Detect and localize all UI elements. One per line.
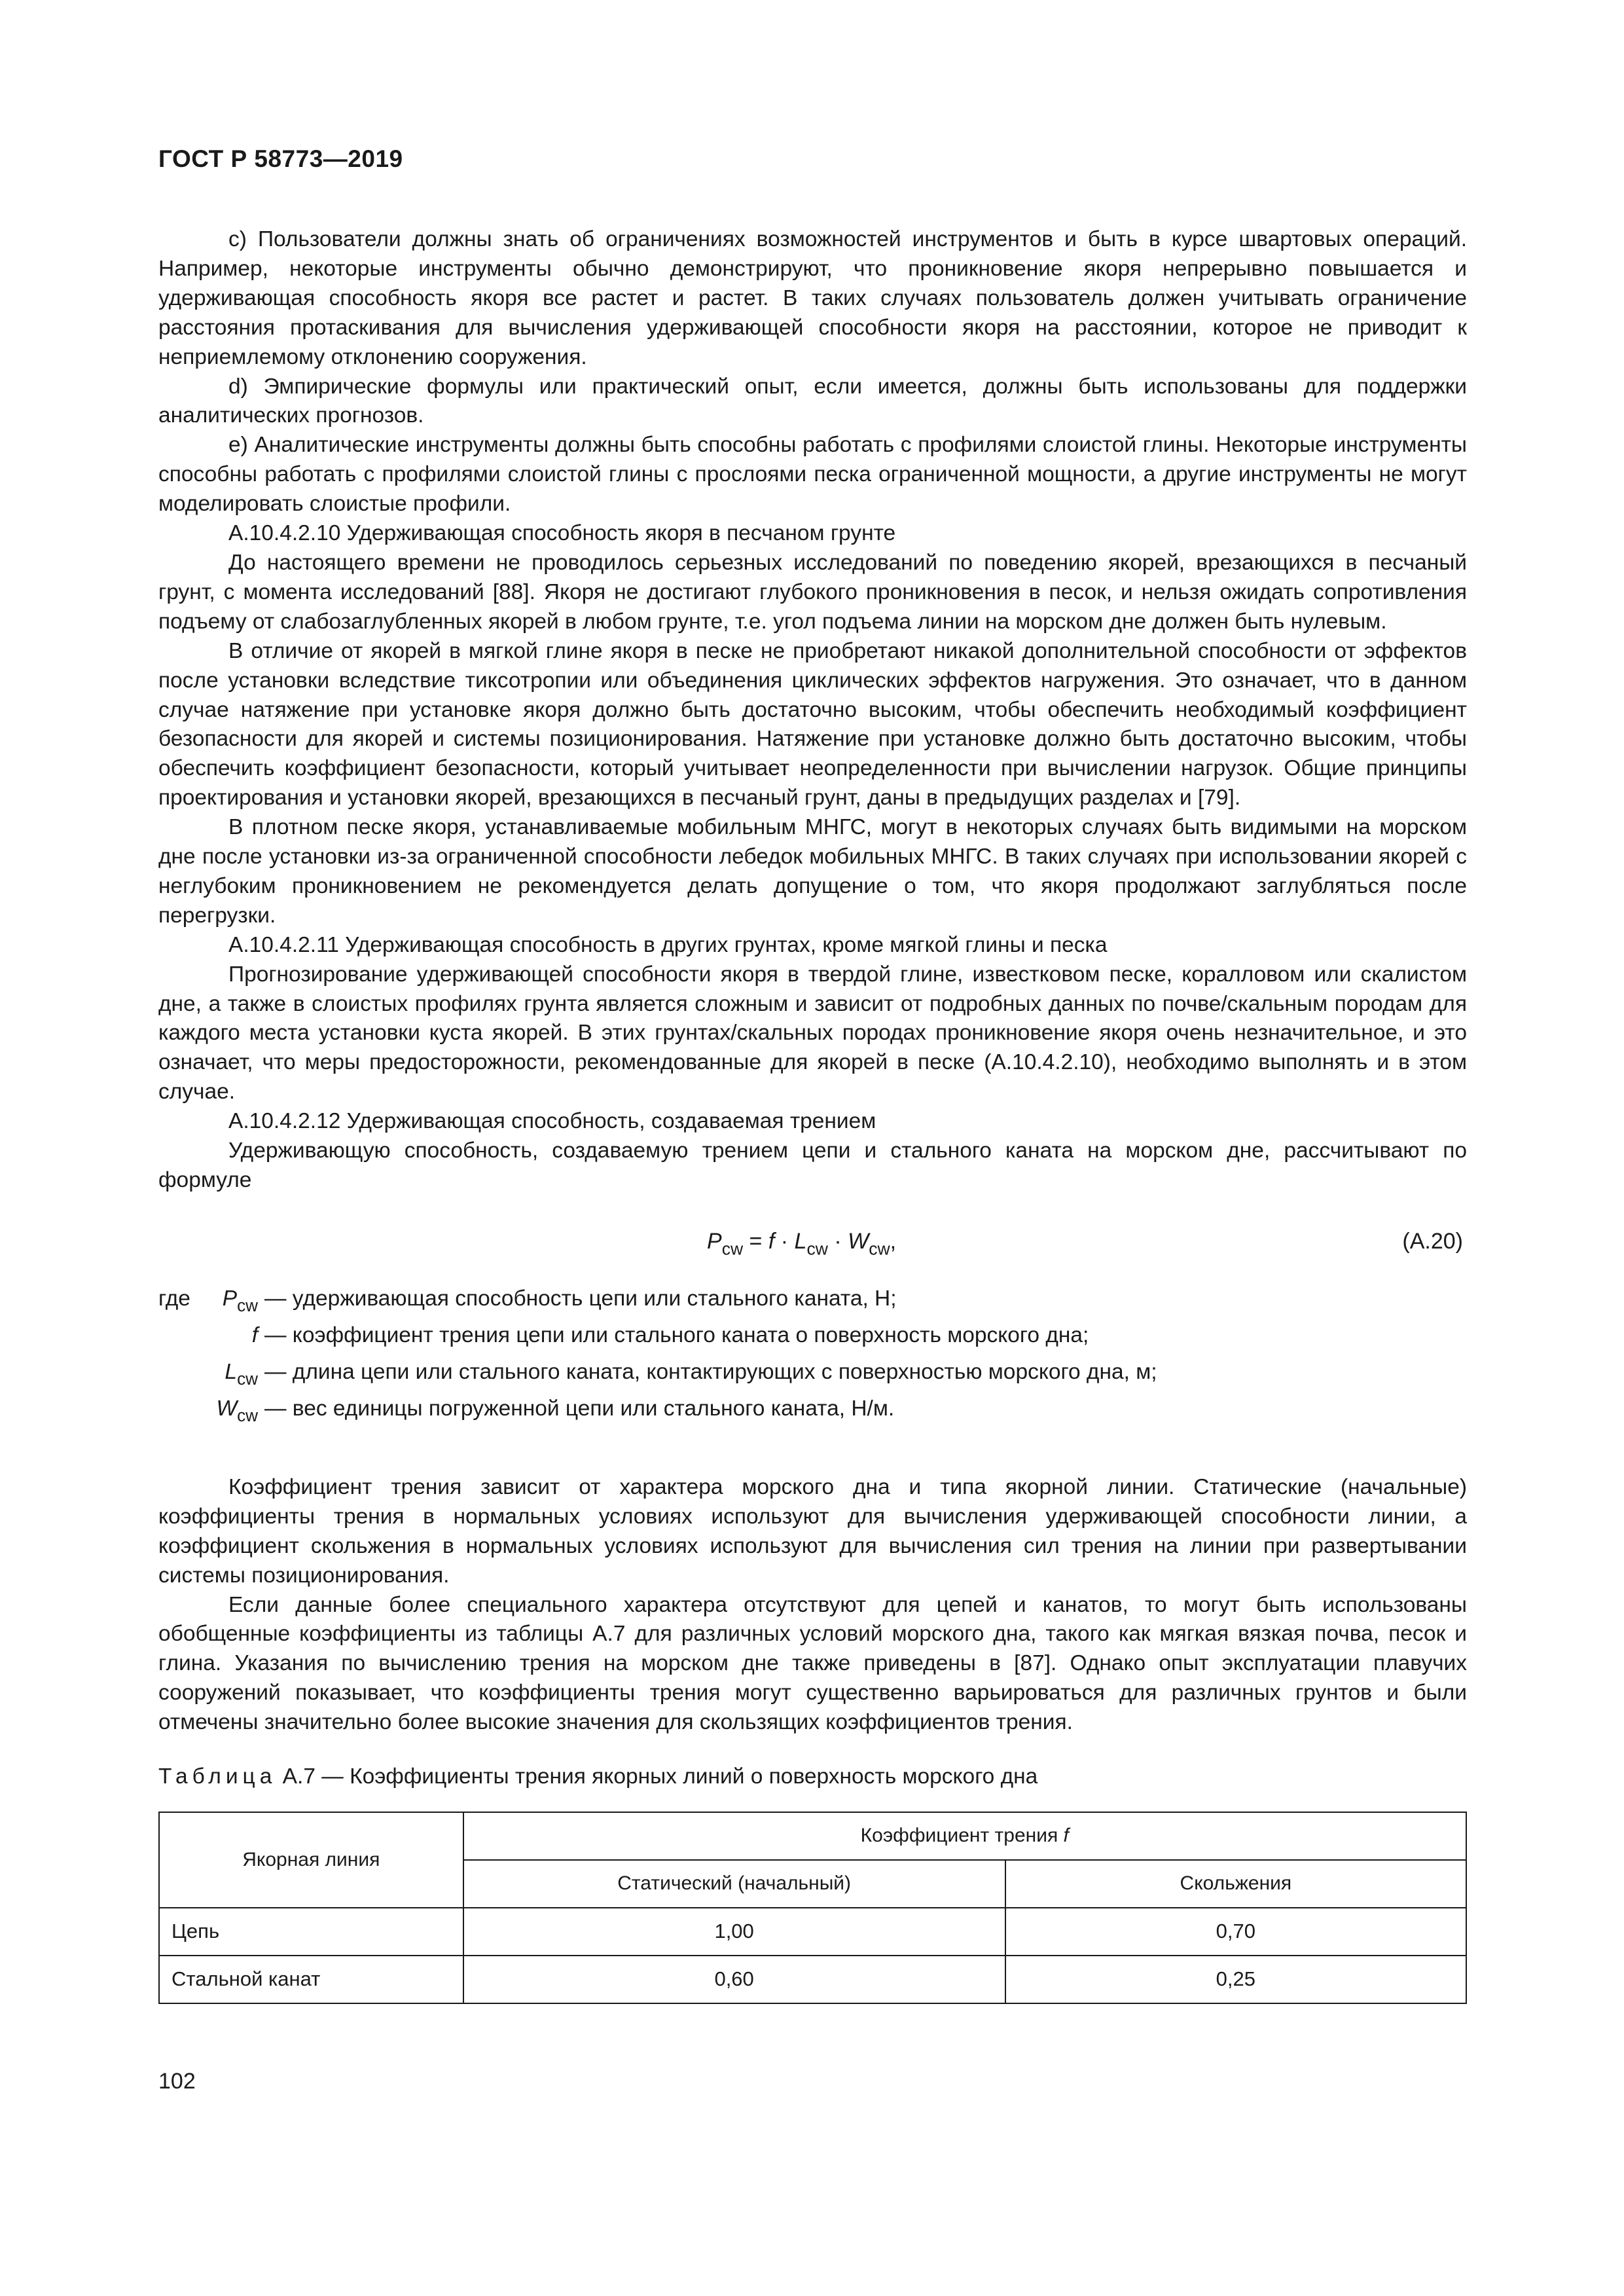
table-cell: Стальной канат	[159, 1956, 463, 2003]
table-cell: 0,25	[1005, 1956, 1466, 2003]
table-cell: Цепь	[159, 1908, 463, 1956]
formula-expression: $P_{cw} = f \cdot L_{cw} \cdot W_{cw}$,	[707, 1228, 897, 1259]
paragraph: c) Пользователи должны знать об ограничениях возможностей инструментов и быть в курсе швартовых операций. Например, некоторые инструменты обычно демонстрируют, что проникновение якоря непрерывно повышается и удерживающая способность якоря все растет и растет. В таких случаях пользователь должен учитывать ограничение расстояния протаскивания для вычисления удерживающей способности якоря на расстоянии, которое не приводит к неприемлемому отклонению сооружения.	[158, 227, 1467, 369]
legend-text: — удерживающая способность цепи или стального каната, Н;	[264, 1286, 897, 1311]
formula-number: (А.20)	[1402, 1228, 1463, 1254]
table-header-row	[159, 1812, 1466, 1860]
table-row	[159, 1908, 1466, 1956]
table-cell: 1,00	[463, 1908, 1005, 1956]
table-row	[159, 1956, 1466, 2003]
document-body	[158, 225, 1467, 2004]
formula-legend	[158, 1285, 1467, 1431]
page-header: ГОСТ Р 58773—2019	[158, 145, 403, 172]
table-header-cell: Якорная линия	[159, 1812, 463, 1908]
legend-text: — вес единицы погруженной цепи или стального каната, Н/м.	[264, 1396, 895, 1421]
section-heading: А.10.4.2.11 Удерживающая способность в других грунтах, кроме мягкой глины и песка	[228, 932, 1108, 957]
paragraph: e) Аналитические инструменты должны быть способны работать с профилями слоистой глины. Некоторые инструменты способны работать с профилями слоистой глины с прослоями песка ограниченной мощности, а другие инструменты не могут моделировать слоистые профили.	[158, 433, 1467, 517]
table-cell: 0,60	[463, 1956, 1005, 2003]
paragraph: В плотном песке якоря, устанавливаемые мобильным МНГС, могут в некоторых случаях быть видимыми на морском дне после установки из-за ограниченной способности лебедок мобильных МНГС. В таких случаях при использовании якорей с неглубоким проникновением не рекомендуется делать допущение о том, что якоря продолжают заглубляться после перегрузки.	[158, 815, 1467, 928]
table-header-cell: Коэффициент трения f	[463, 1812, 1466, 1860]
page-number: 102	[158, 2069, 196, 2094]
paragraph: Если данные более специального характера отсутствуют для цепей и канатов, то могут быть использованы обобщенные коэффициенты из таблицы А.7 для различных условий морского дна, такого как мягкая вязкая почва, песок и глина. Указания по вычислению трения на морском дне также приведены в [87]. Однако опыт эксплуатации плавучих сооружений показывает, что коэффициенты трения могут существенно варьироваться для различных грунтов и были отмечены значительно более высокие значения для скользящих коэффициентов трения.	[158, 1592, 1467, 1735]
legend-text: — длина цепи или стального каната, контактирующих с поверхностью морского дна, м;	[264, 1359, 1157, 1384]
section-heading: А.10.4.2.10 Удерживающая способность якоря в песчаном грунте	[228, 521, 896, 546]
legend-label: где	[158, 1286, 190, 1311]
legend-row: $L_{cw}$ — длина цепи или стального каната, контактирующих с поверхностью морского дна, м;	[158, 1358, 1467, 1394]
friction-table	[158, 1812, 1467, 2004]
table-caption: Таблица А.7 — Коэффициенты трения якорных линий о поверхность морского дна	[158, 1764, 1038, 1789]
table-cell: 0,70	[1005, 1908, 1466, 1956]
formula-a20	[158, 1219, 1467, 1269]
paragraph: Коэффициент трения зависит от характера морского дна и типа якорной линии. Статические (начальные) коэффициенты трения в нормальных условиях используют для вычисления удерживающей способности линии, а коэффициент скольжения в нормальных условиях используют для вычисления сил трения на линии при развертывании системы позиционирования.	[158, 1474, 1467, 1588]
table-header-cell: Статический (начальный)	[463, 1860, 1005, 1908]
legend-row: $W_{cw}$ — вес единицы погруженной цепи или стального каната, Н/м.	[158, 1394, 1467, 1431]
paragraph: Удерживающую способность, создаваемую трением цепи и стального каната на морском дне, рассчитывают по формуле	[158, 1139, 1467, 1192]
legend-row: f — коэффициент трения цепи или стального каната о поверхность морского дна;	[158, 1321, 1467, 1358]
paragraph: До настоящего времени не проводилось серьезных исследований по поведению якорей, врезающихся в песчаный грунт, с момента исследований [88]. Якоря не достигают глубокого проникновения в песок, и нельзя ожидать сопротивления подъему от слабозаглубленных якорей в любом грунте, т.е. угол подъема линии на морском дне должен быть нулевым.	[158, 550, 1467, 634]
table-header-cell: Скольжения	[1005, 1860, 1466, 1908]
legend-row: где $P_{cw}$ — удерживающая способность цепи или стального каната, Н;	[158, 1285, 1467, 1321]
paragraph: Прогнозирование удерживающей способности якоря в твердой глине, известковом песке, коралловом или скалистом дне, а также в слоистых профилях грунта является сложным и зависит от подробных данных по почве/скальным породам для каждого места установки куста якорей. В этих грунтах/скальных породах проникновение якоря очень незначительное, и это означает, что меры предосторожности, рекомендованные для якорей в песке (А.10.4.2.10), необходимо выполнять и в этом случае.	[158, 962, 1467, 1104]
legend-text: — коэффициент трения цепи или стального каната о поверхность морского дна;	[264, 1322, 1089, 1347]
paragraph: В отличие от якорей в мягкой глине якоря в песке не приобретают никакой дополнительной способности от эффектов после установки вследствие тиксотропии или объединения циклических эффектов нагружения. Это означает, что в данном случае натяжение при установке якоря должно быть достаточно высоким, чтобы обеспечить необходимый коэффициент безопасности для якорей и системы позиционирования. Натяжение при установке должно быть достаточно высоким, чтобы обеспечить коэффициент безопасности, который учитывает неопределенности при вычислении нагрузок. Общие принципы проектирования и установки якорей, врезающихся в песчаный грунт, даны в предыдущих разделах и [79].	[158, 638, 1467, 811]
paragraph: d) Эмпирические формулы или практический опыт, если имеется, должны быть использованы для поддержки аналитических прогнозов.	[158, 374, 1467, 428]
section-heading: А.10.4.2.12 Удерживающая способность, создаваемая трением	[228, 1109, 876, 1134]
